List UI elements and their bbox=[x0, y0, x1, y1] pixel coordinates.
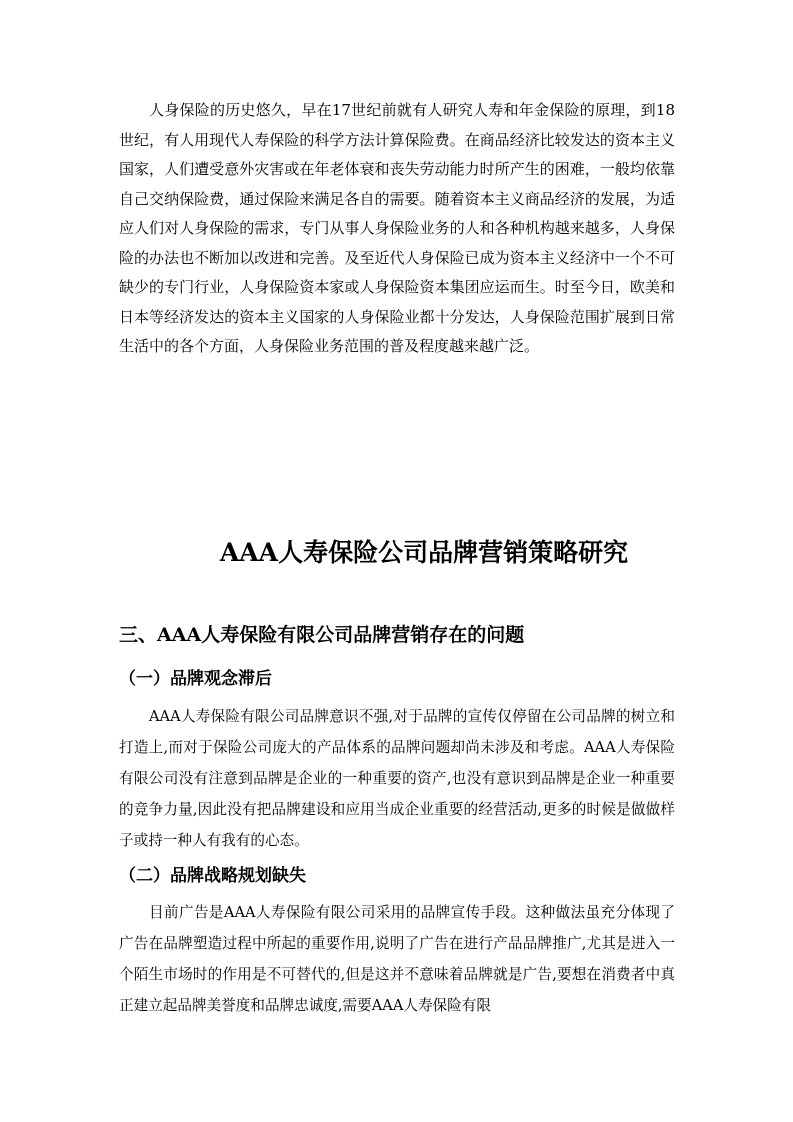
intro-paragraph: 人身保险的历史悠久，早在17世纪前就有人研究人寿和年金保险的原理，到18世纪，有人用现代人寿保险的科学方法计算保险费。在商品经济比较发达的资本主义国家，人们遭受意外灾害或在年老体衰和丧失劳动能力时所产生的困难，一般均依靠自己交纳保险费，通过保险来满足各自的需要。随着资本主义商品经济的发展，为适应人们对人身保险的需求，专门从事人身保险业务的人和各种机构越来越多，人身保险的办法也不断加以改进和完善。及至近代人身保险已成为资本主义经济中一个不可缺少的专门行业，人身保险资本家或人身保险资本集团应运而生。时至今日，欧美和日本等经济发达的资本主义国家的人身保险业都十分发达，人身保险范围扩展到日常生活中的各个方面，人身保险业务范围的普及程度越来越广泛。 bbox=[119, 101, 675, 355]
section-heading: 三、AAA人寿保险有限公司品牌营销存在的问题 bbox=[119, 624, 525, 646]
document-title: AAA人寿保险公司品牌营销策略研究 bbox=[219, 538, 629, 567]
subsection-heading-1: （一）品牌观念滞后 bbox=[119, 669, 272, 689]
subsection-body-1: AAA人寿保险有限公司品牌意识不强,对于品牌的宣传仅停留在公司品牌的树立和打造上,而对于保险公司庞大的产品体系的品牌问题却尚未涉及和考虑。AAA人寿保险有限公司没有注意到品牌是企业的一种重要的资产,也没有意识到品牌是企业一种重要的竞争力量,因此没有把品牌建设和应用当成企业重要的经营活动,更多的时候是做做样子或持一种人有我有的心态。 bbox=[119, 708, 675, 849]
subsection-body-2: 目前广告是AAA人寿保险有限公司采用的品牌宣传手段。这种做法虽充分体现了广告在品牌塑造过程中所起的重要作用,说明了广告在进行产品品牌推广,尤其是进入一个陌生市场时的作用是不可替代的,但是这并不意味着品牌就是广告,要想在消费者中真正建立起品牌美誉度和品牌忠诚度,需要AAA人寿保险有限 bbox=[119, 904, 675, 1014]
subsection-heading-2: （二）品牌战略规划缺失 bbox=[119, 866, 306, 886]
